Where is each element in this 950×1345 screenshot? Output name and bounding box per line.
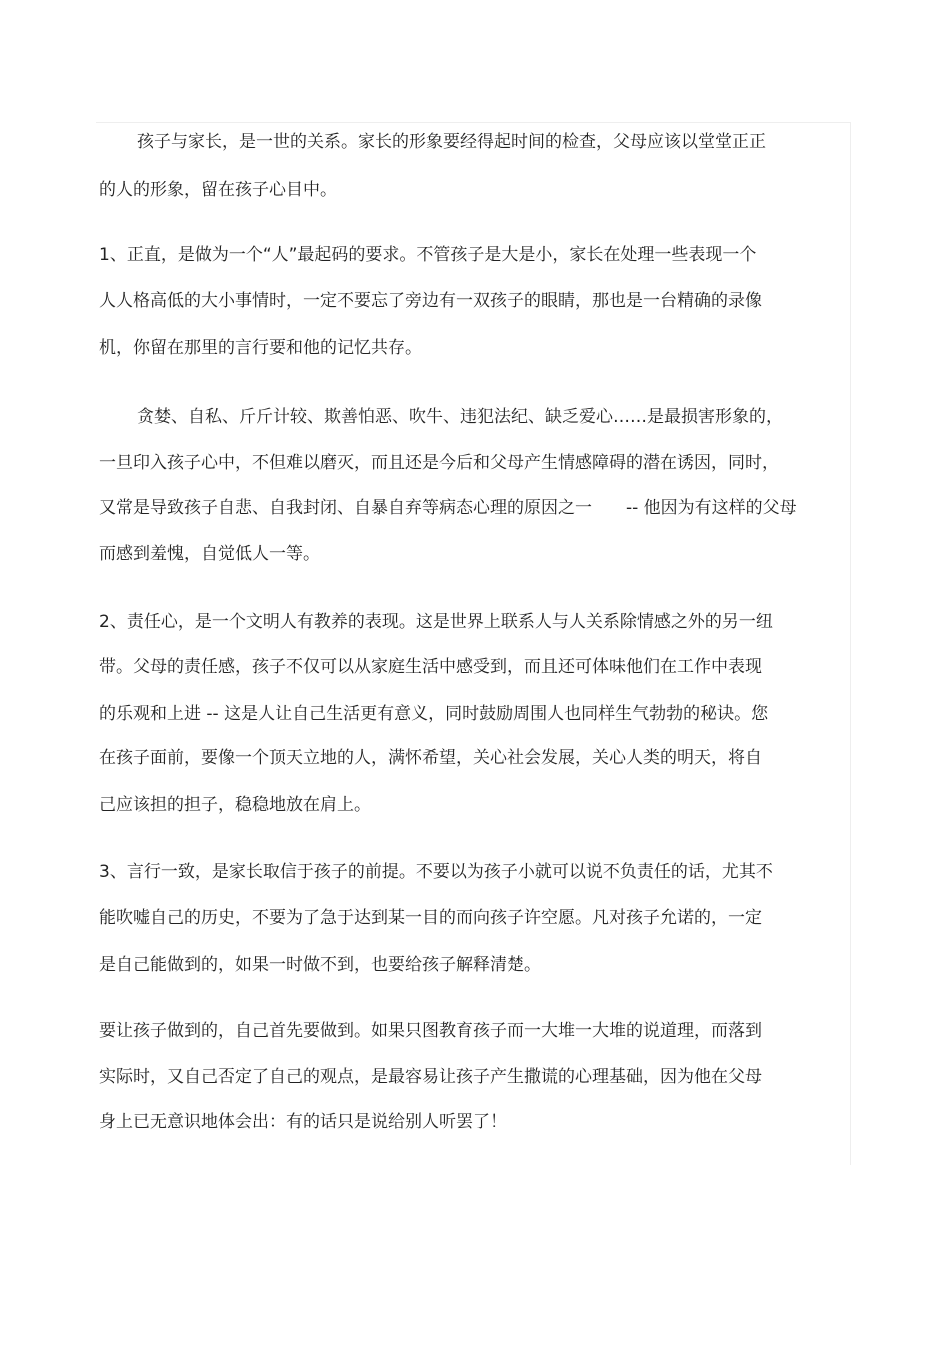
point-2-line-2: 带。父母的责任感，孩子不仅可以从家庭生活中感受到，而且还可体味他们在工作中表现 (99, 657, 762, 677)
greed-para-line-2: 一旦印入孩子心中，不但难以磨灭，而且还是今后和父母产生情感障碍的潜在诱因，同时， (99, 453, 779, 473)
point-1-line-2: 人人格高低的大小事情时，一定不要忘了旁边有一双孩子的眼睛，那也是一台精确的录像 (99, 291, 762, 311)
intro-line-2: 的人的形象，留在孩子心目中。 (99, 180, 337, 200)
closing-line-3: 身上已无意识地体会出：有的话只是说给别人听罢了！ (99, 1112, 507, 1132)
greed-para-line-1: 贪婪、自私、斤斤计较、欺善怕恶、吹牛、违犯法纪、缺乏爱心……是最损害形象的， (137, 407, 783, 427)
point-2-line-4: 在孩子面前，要像一个顶天立地的人，满怀希望，关心社会发展，关心人类的明天，将自 (99, 748, 762, 768)
page-frame (96, 122, 851, 1165)
point-3-line-2: 能吹嘘自己的历史，不要为了急于达到某一目的而向孩子许空愿。凡对孩子允诺的，一定 (99, 908, 762, 928)
point-3-line-3: 是自己能做到的，如果一时做不到，也要给孩子解释清楚。 (99, 955, 541, 975)
point-2-line-1: 2、责任心，是一个文明人有教养的表现。这是世界上联系人与人关系除情感之外的另一纽 (99, 612, 773, 632)
point-3-line-1: 3、言行一致，是家长取信于孩子的前提。不要以为孩子小就可以说不负责任的话，尤其不 (99, 862, 773, 882)
intro-line-1: 孩子与家长，是一世的关系。家长的形象要经得起时间的检查，父母应该以堂堂正正 (137, 132, 766, 152)
point-2-line-3: 的乐观和上进 -- 这是人让自己生活更有意义，同时鼓励周围人也同样生气勃勃的秘诀。您 (99, 704, 769, 724)
closing-line-1: 要让孩子做到的，自己首先要做到。如果只图教育孩子而一大堆一大堆的说道理，而落到 (99, 1021, 762, 1041)
closing-line-2: 实际时，又自己否定了自己的观点，是最容易让孩子产生撒谎的心理基础，因为他在父母 (99, 1067, 762, 1087)
greed-para-line-3: 又常是导致孩子自悲、自我封闭、自暴自弃等病态心理的原因之一 -- 他因为有这样的父母 (99, 498, 797, 518)
point-1-line-3: 机，你留在那里的言行要和他的记忆共存。 (99, 338, 422, 358)
greed-para-line-4: 而感到羞愧，自觉低人一等。 (99, 544, 320, 564)
point-1-line-1: 1、正直，是做为一个“人”最起码的要求。不管孩子是大是小，家长在处理一些表现一个 (99, 245, 757, 265)
point-2-line-5: 己应该担的担子，稳稳地放在肩上。 (99, 795, 371, 815)
